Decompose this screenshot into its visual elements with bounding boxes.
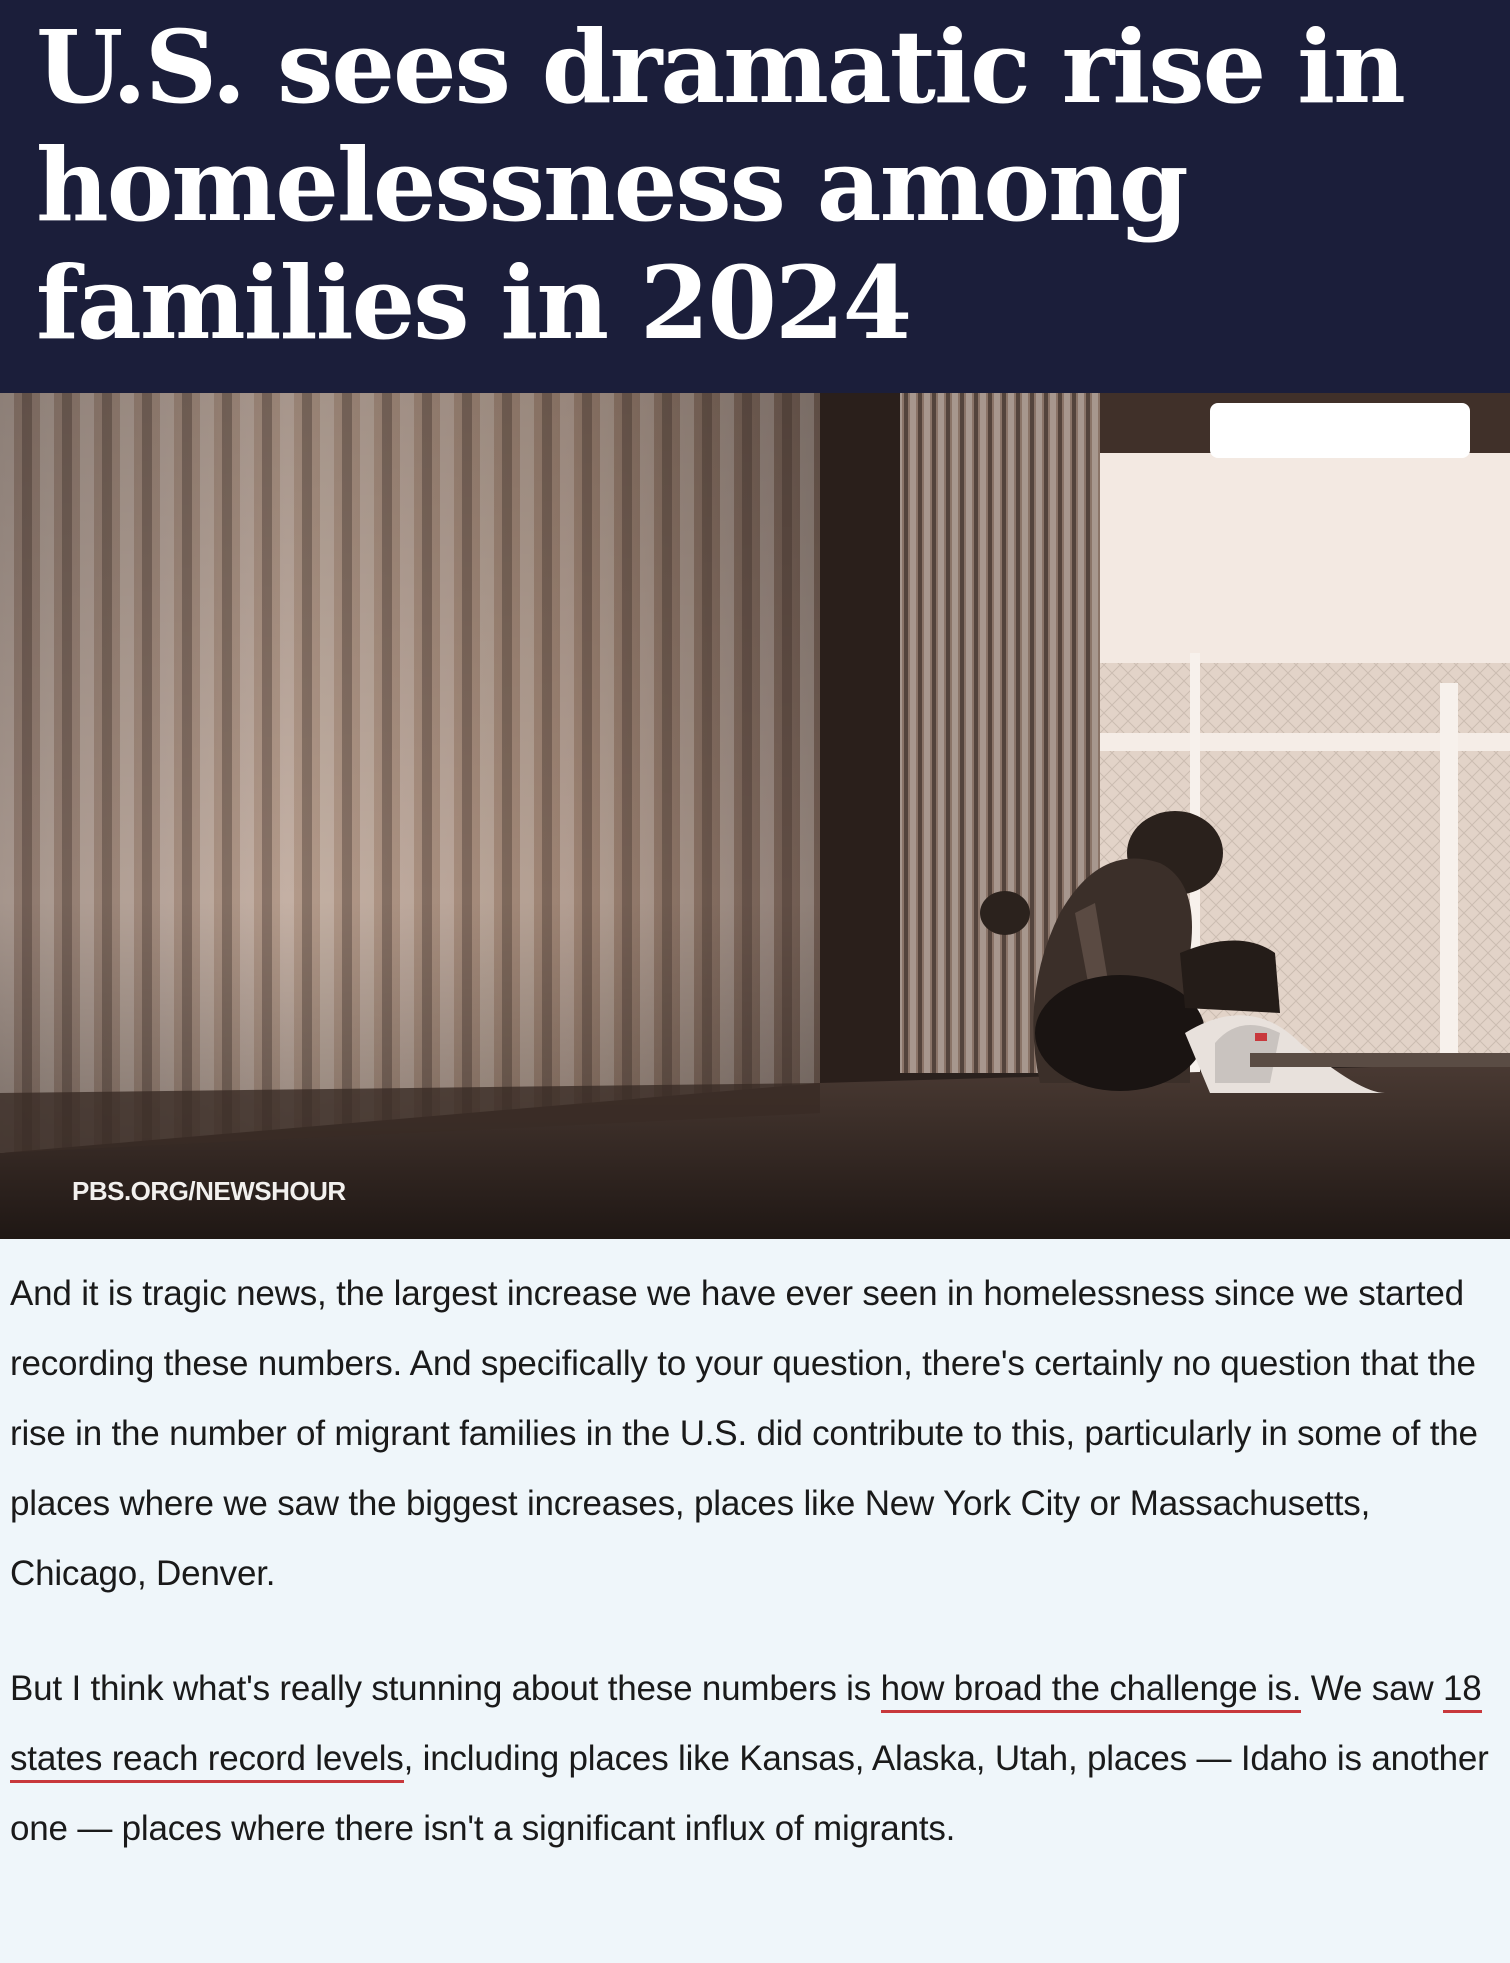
article-paragraph: And it is tragic news, the largest increase we have ever seen in homelessness since we started recording these numbers. And specifically to your question, there's certainly no question that the rise in the number of migrant families in the U.S. did contribute to this, particularly in some of the places where we saw the biggest increases, places like New York City or Massachusetts, Chicago, Denver. <box>10 1274 1478 1593</box>
article-paragraph <box>10 1654 1505 1864</box>
paragraph-text: We saw <box>1301 1669 1443 1708</box>
paragraph-text: But I think what's really stunning about these numbers is <box>10 1669 881 1708</box>
headline: U.S. sees dramatic rise in homelessness among families in 2024 <box>36 8 1404 362</box>
article-body <box>0 1239 1510 1963</box>
photo-credit: PBS.ORG/NEWSHOUR <box>72 1176 346 1206</box>
paragraph-text: , including places like Kansas, Alaska, Utah, places — Idaho is another one — places where there isn't a significant influx of migrants. <box>10 1739 1489 1848</box>
hero-photo <box>0 393 1510 1239</box>
headline-banner <box>0 0 1510 393</box>
link-broad-challenge[interactable]: how broad the challenge is. <box>881 1669 1302 1713</box>
link-18-states-record[interactable]: 18 states reach record levels <box>10 1669 1482 1783</box>
hero-photo-illustration <box>0 393 1510 1239</box>
